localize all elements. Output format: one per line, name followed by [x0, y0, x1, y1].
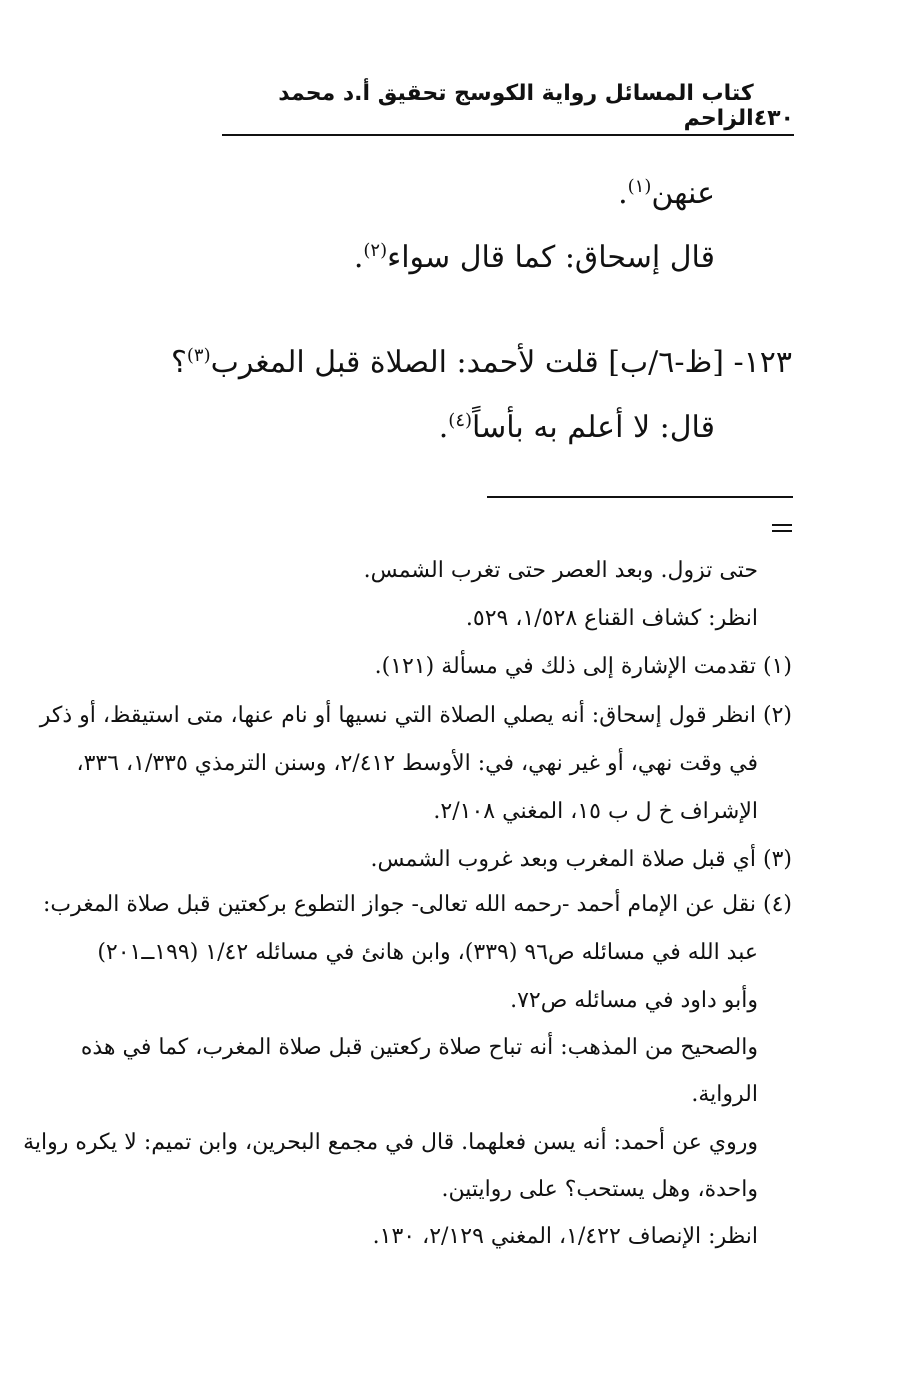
- footnote-line: والصحيح من المذهب: أنه تباح صلاة ركعتين قبل صلاة المغرب، كما في هذه: [80, 1035, 758, 1060]
- main-line-2: [354, 240, 715, 275]
- page-number: ٤٣٠: [753, 106, 794, 131]
- page-header: [222, 81, 794, 131]
- main-line-1-text: عنهن: [651, 176, 715, 211]
- footnote-line: وأبو داود في مسائله ص٧٢.: [510, 988, 758, 1013]
- question-123-text: ١٢٣- [ظ-٦/ب] قلت لأحمد: الصلاة قبل المغرب: [210, 345, 792, 380]
- main-line-2-text: قال إسحاق: كما قال سواء: [387, 240, 715, 275]
- footnote-line: وروي عن أحمد: أنه يسن فعلهما. قال في مجمع البحرين، وابن تميم: لا يكره رواية: [23, 1130, 758, 1155]
- answer-123: [439, 410, 715, 445]
- continuation-mark: [772, 524, 792, 532]
- footnote-line: واحدة، وهل يستحب؟ على روايتين.: [441, 1177, 758, 1202]
- footnote-ref-2: (٢): [363, 240, 388, 262]
- main-line-1: [618, 176, 715, 211]
- footnote-separator: [487, 496, 793, 498]
- question-123: [171, 345, 792, 380]
- answer-123-text: قال: لا أعلم به بأساً: [472, 410, 715, 445]
- header-rule: [222, 134, 794, 136]
- footnote-line: في وقت نهي، أو غير نهي، في: الأوسط ٢/٤١٢، وسنن الترمذي ١/٣٣٥، ٣٣٦،: [76, 751, 758, 776]
- footnote-ref-4: (٤): [448, 410, 473, 432]
- footnote-4: (٤) نقل عن الإمام أحمد -رحمه الله تعالى- جواز التطوع بركعتين قبل صلاة المغرب:: [42, 892, 792, 917]
- footnote-line: حتى تزول. وبعد العصر حتى تغرب الشمس.: [363, 558, 758, 583]
- footnote-ref-3: (٣): [186, 345, 211, 367]
- footnote-line: الرواية.: [691, 1082, 758, 1107]
- footnote-line: انظر: كشاف القناع ١/٥٢٨، ٥٢٩.: [465, 606, 758, 631]
- footnote-line: الإشراف خ ل ب ١٥، المغني ٢/١٠٨.: [433, 799, 758, 824]
- main-line-1-punct: .: [618, 176, 628, 211]
- running-title: كتاب المسائل رواية الكوسج تحقيق أ.د محمد الزاحم: [278, 81, 754, 131]
- main-line-2-punct: .: [353, 240, 364, 275]
- footnote-line: عبد الله في مسائله ص٩٦ (٣٣٩)، وابن هانئ في مسائله ١/٤٢ (١٩٩ــ٢٠١): [97, 940, 758, 965]
- answer-123-punct: .: [438, 410, 449, 445]
- footnote-ref-1: (١): [627, 176, 652, 198]
- footnote-3: (٣) أي قبل صلاة المغرب وبعد غروب الشمس.: [370, 847, 792, 872]
- footnote-line: انظر: الإنصاف ١/٤٢٢، المغني ٢/١٢٩، ١٣٠.: [372, 1224, 758, 1249]
- footnote-1: (١) تقدمت الإشارة إلى ذلك في مسألة (١٢١).: [374, 654, 792, 679]
- footnote-2: (٢) انظر قول إسحاق: أنه يصلي الصلاة التي نسيها أو نام عنها، متى استيقظ، أو ذكر: [39, 703, 792, 728]
- question-123-punct: ؟: [170, 345, 187, 380]
